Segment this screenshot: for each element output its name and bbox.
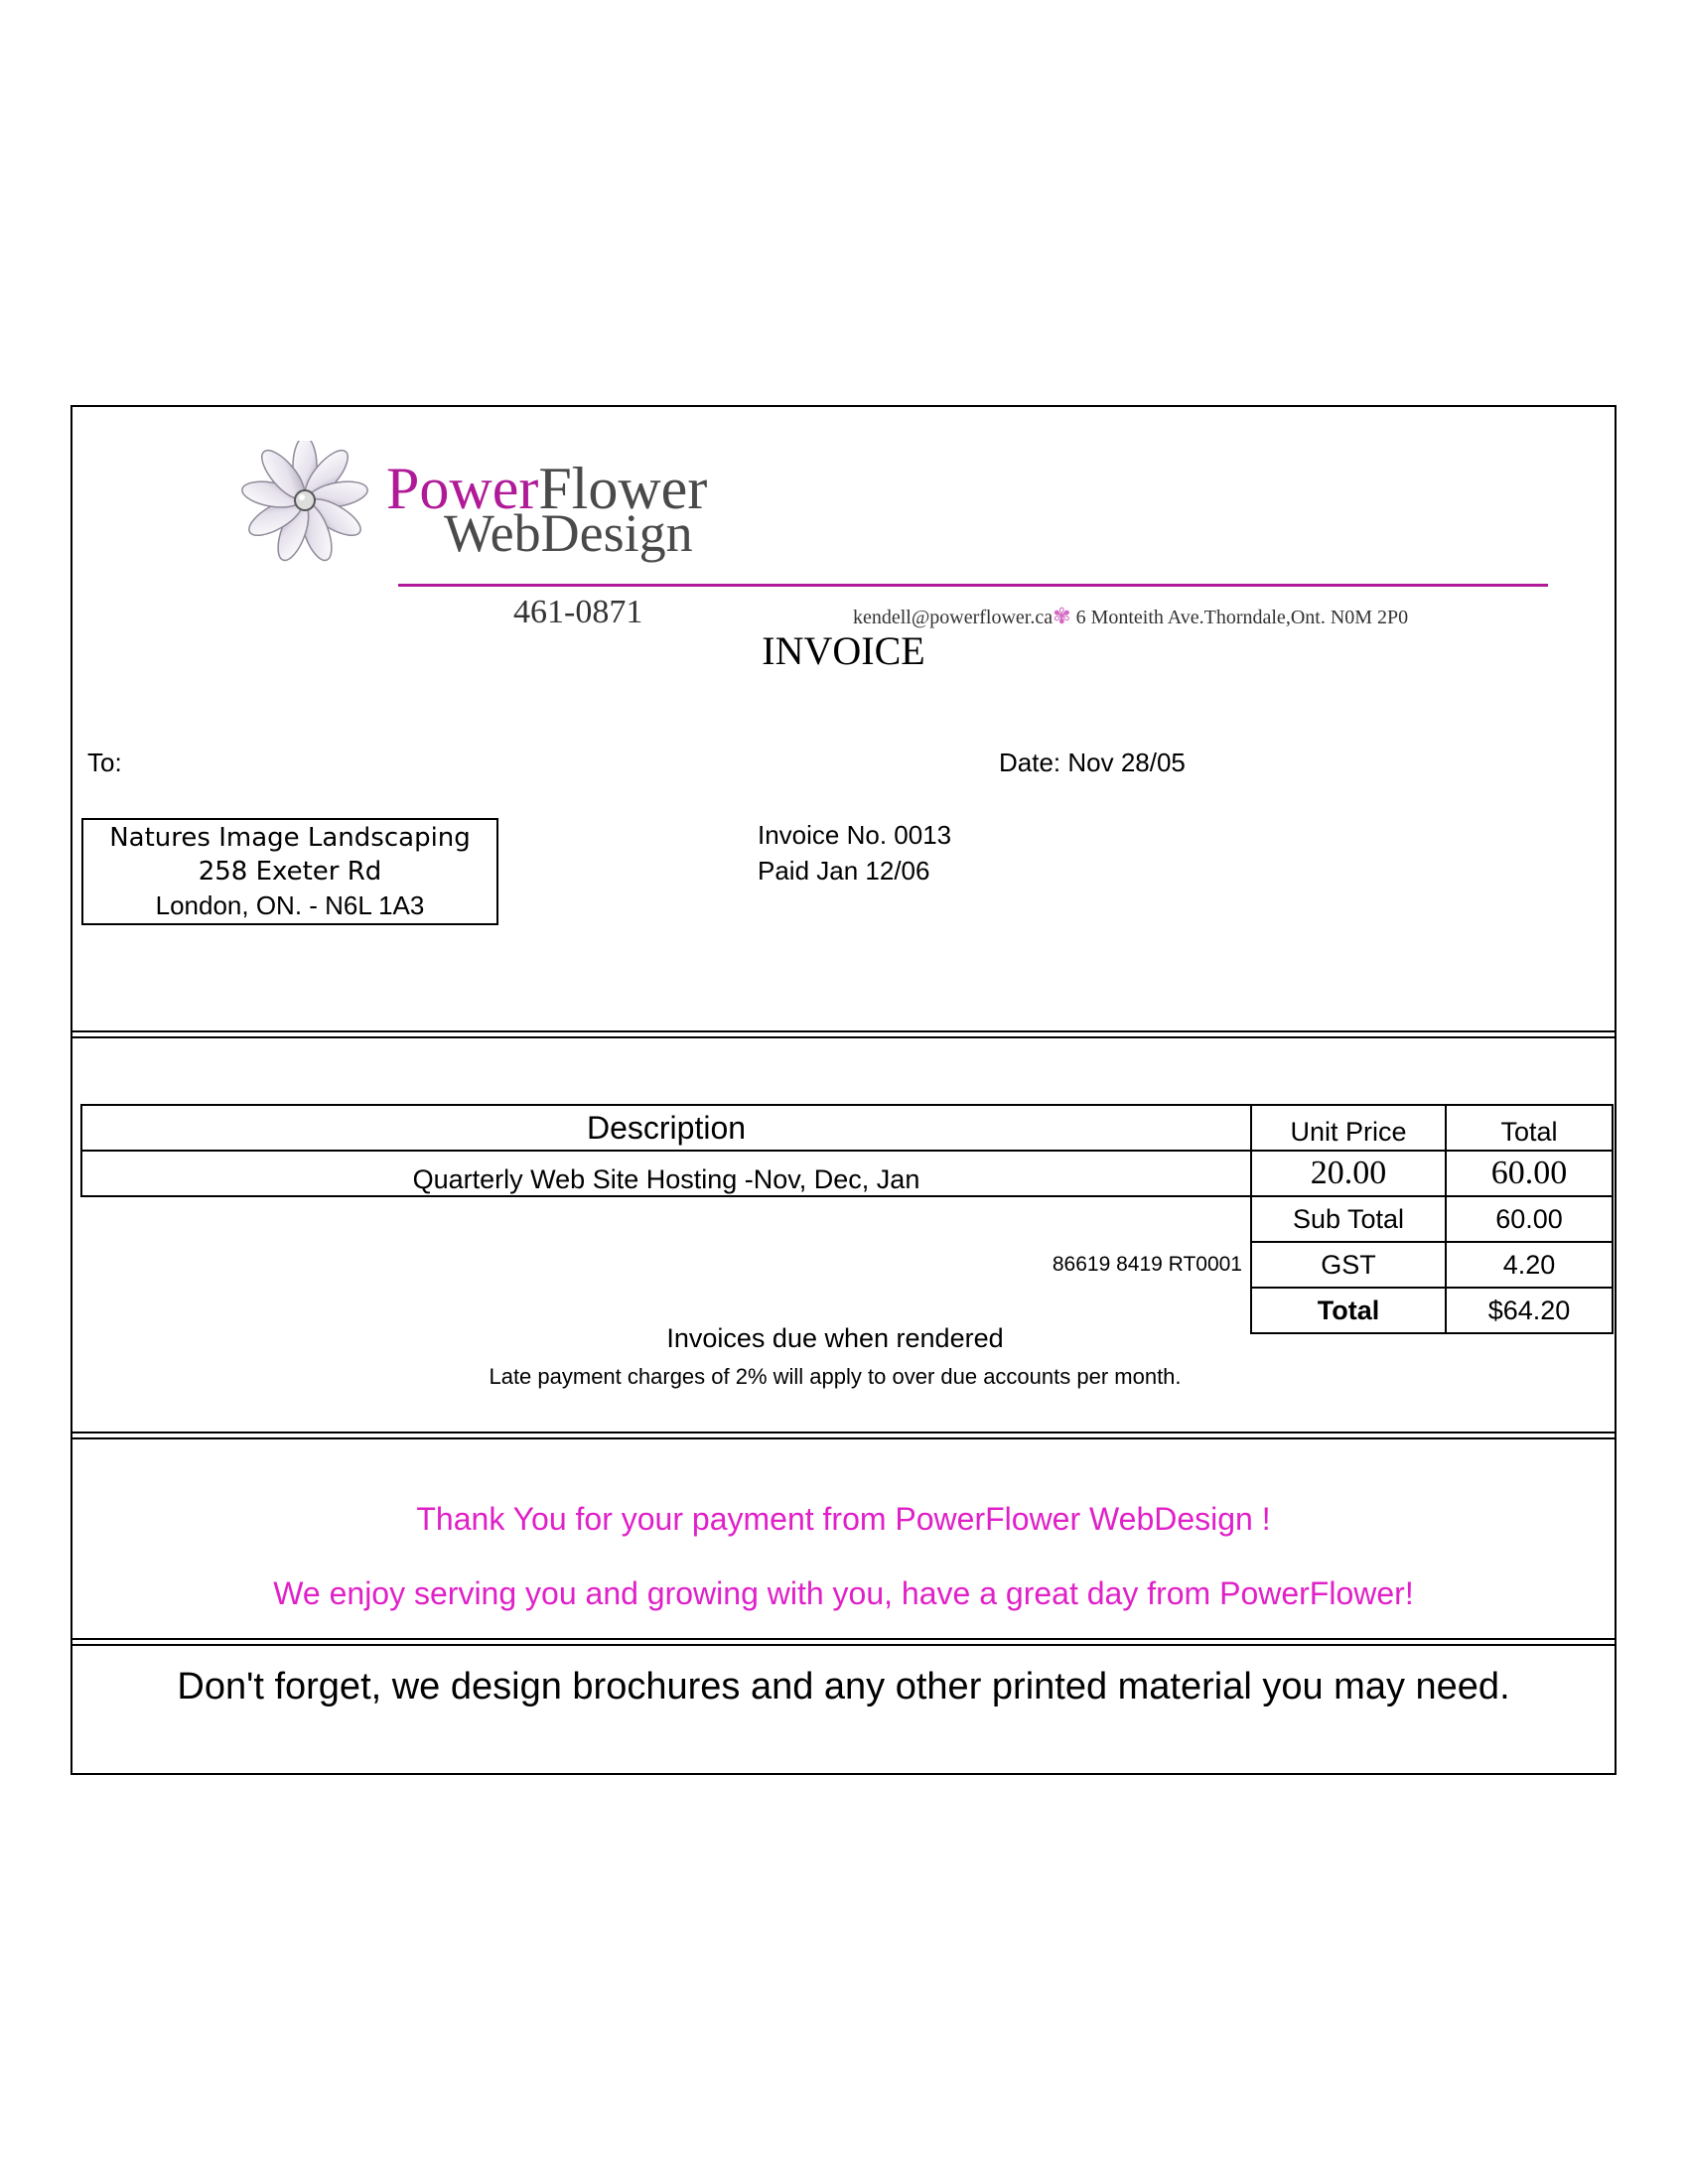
brand-name-flower: Flower — [538, 456, 708, 521]
header-description: Description — [81, 1105, 1251, 1151]
flower-logo-icon — [229, 441, 380, 566]
section-divider — [72, 1030, 1615, 1038]
gst-label: GST — [1251, 1242, 1446, 1288]
brand-subtitle: WebDesign — [444, 503, 693, 563]
gst-registration-number: 86619 8419 RT0001 — [1052, 1253, 1242, 1276]
company-phone: 461-0871 — [513, 594, 643, 630]
invoice-frame — [70, 405, 1617, 1775]
document-title: INVOICE — [762, 628, 925, 673]
company-logo — [158, 441, 1608, 630]
gst-row — [81, 1242, 1613, 1288]
late-charges-note: Late payment charges of 2% will apply to over due accounts per month. — [489, 1364, 1182, 1389]
item-total: 60.00 — [1446, 1151, 1613, 1196]
table-row — [81, 1151, 1613, 1196]
section-divider — [72, 1638, 1615, 1646]
subtotal-row — [81, 1196, 1613, 1242]
invoice-number: Invoice No. 0013 — [758, 820, 952, 850]
recipient-city: London, ON. - N6L 1A3 — [155, 890, 425, 920]
flower-star-icon: ✾ — [1053, 604, 1071, 628]
company-contact — [853, 604, 1408, 629]
item-unit-price: 20.00 — [1251, 1151, 1446, 1196]
company-address: 6 Monteith Ave.Thorndale,Ont. N0M 2P0 — [1075, 607, 1409, 628]
brand-name-power: Power — [386, 456, 539, 521]
total-value: $64.20 — [1446, 1288, 1613, 1333]
company-email: kendell@powerflower.ca — [853, 607, 1054, 628]
line-items-table — [80, 1104, 1614, 1334]
section-divider — [72, 1432, 1615, 1439]
invoice-date: Date: Nov 28/05 — [999, 748, 1186, 777]
header-unit-price: Unit Price — [1251, 1105, 1446, 1151]
item-description: Quarterly Web Site Hosting -Nov, Dec, Jan — [81, 1151, 1251, 1196]
recipient-address-box — [81, 818, 498, 925]
total-label: Total — [1251, 1288, 1446, 1333]
recipient-name: Natures Image Landscaping — [109, 823, 471, 853]
closing-message: We enjoy serving you and growing with you, have a great day from PowerFlower! — [273, 1575, 1414, 1611]
table-header-row — [81, 1105, 1613, 1151]
to-label: To: — [87, 748, 122, 777]
subtotal-spacer — [81, 1196, 1251, 1242]
thank-you-message: Thank You for your payment from PowerFlower WebDesign ! — [416, 1501, 1271, 1537]
gst-value: 4.20 — [1446, 1242, 1613, 1288]
promo-reminder: Don't forget, we design brochures and any other printed material you may need. — [177, 1666, 1510, 1707]
header-total: Total — [1446, 1105, 1613, 1151]
paid-status: Paid Jan 12/06 — [758, 856, 930, 886]
payment-terms: Invoices due when rendered — [666, 1323, 1004, 1353]
subtotal-value: 60.00 — [1446, 1196, 1613, 1242]
brand-divider — [398, 584, 1548, 587]
subtotal-label: Sub Total — [1251, 1196, 1446, 1242]
recipient-street: 258 Exeter Rd — [198, 857, 382, 887]
